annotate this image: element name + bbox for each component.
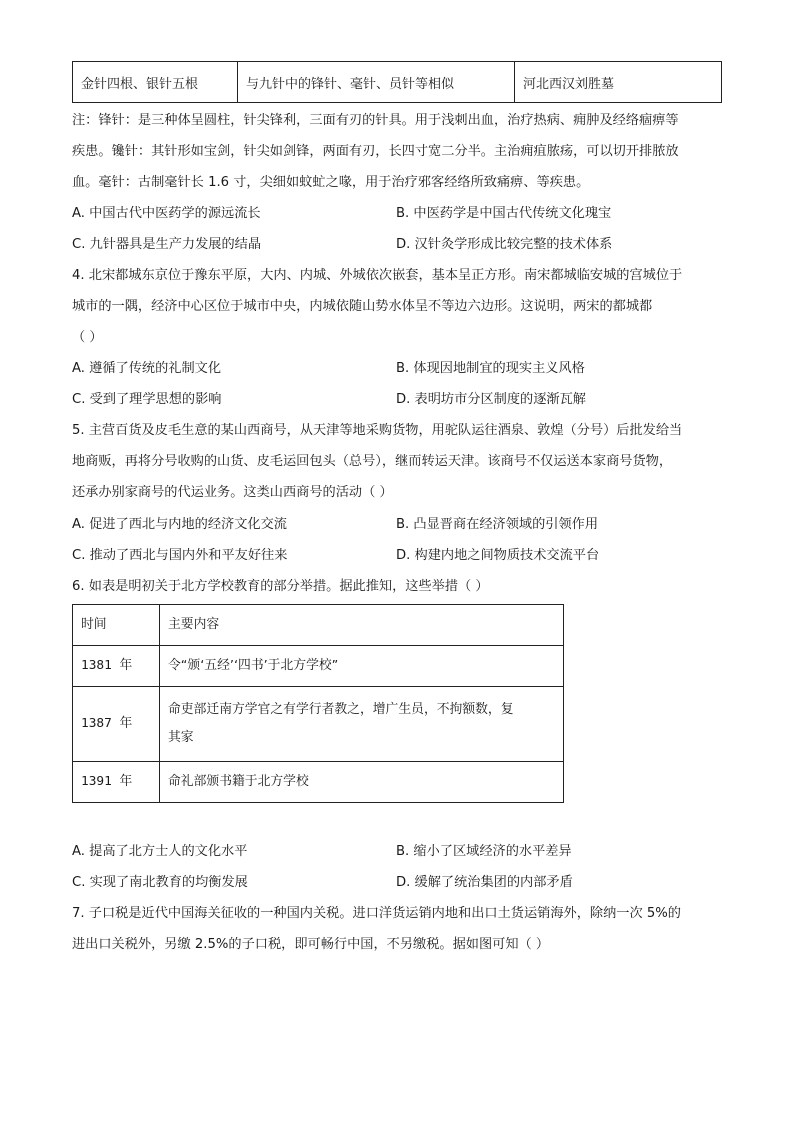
table-cell-year: 1387 年: [73, 687, 160, 762]
q6-option-d: D. 缓解了统治集团的内部矛盾: [396, 875, 573, 890]
q7-stem: 进出口关税外，另缴 2.5%的子口税，即可畅行中国，不另缴税。据如图可知（ ）: [72, 937, 550, 952]
q6-option-a: A. 提高了北方士人的文化水平: [72, 844, 248, 859]
q5-stem: 地商贩，再将分号收购的山货、皮毛运回包头（总号），继而转运天津。该商号不仅运送本家商号货物，: [72, 454, 673, 469]
note-line: 注：锋针：是三种体呈圆柱，针尖锋利，三面有刃的针具。用于浅刺出血，治疗热病、痈肿及经络痼痹等: [72, 113, 679, 128]
table-header-row: [73, 605, 564, 646]
table-row: [73, 62, 722, 103]
q3-option-c: C. 九针器具是生产力发展的结晶: [72, 237, 262, 252]
q4-stem: 城市的一隅，经济中心区位于城市中央，内城依随山势水体呈不等边六边形。这说明，两宋的都城都: [72, 299, 653, 314]
q3-option-b: B. 中医药学是中国古代传统文化瑰宝: [396, 206, 612, 221]
table-cell-year: 1381 年: [73, 646, 160, 687]
q4-stem: 4. 北宋都城东京位于豫东平原，大内、内城、外城依次嵌套，基本呈正方形。南宋都城临安城的宫城位于: [72, 268, 683, 283]
ming-education-table: [72, 604, 564, 803]
table-cell: 金针四根、银针五根: [73, 62, 238, 103]
table-row: [73, 646, 564, 687]
q4-option-c: C. 受到了理学思想的影响: [72, 392, 222, 407]
q6-option-c: C. 实现了南北教育的均衡发展: [72, 875, 248, 890]
table-cell-content: 命礼部颁书籍于北方学校: [160, 762, 564, 803]
q5-option-d: D. 构建内地之间物质技术交流平台: [396, 548, 600, 563]
table-header-cell: 主要内容: [160, 605, 564, 646]
q5-stem: 5. 主营百货及皮毛生意的某山西商号，从天津等地采购货物，用驼队运往酒泉、敦煌（分号）后批发给当: [72, 423, 683, 438]
q3-option-d: D. 汉针灸学形成比较完整的技术体系: [396, 237, 613, 252]
q4-option-b: B. 体现因地制宜的现实主义风格: [396, 361, 585, 376]
q4-stem: （ ）: [72, 330, 103, 345]
table-cell-content: [160, 687, 564, 762]
q5-option-c: C. 推动了西北与国内外和平友好往来: [72, 548, 288, 563]
table-cell-text: 其家: [168, 730, 194, 745]
q5-stem: 还承办别家商号的代运业务。这类山西商号的活动（ ）: [72, 485, 393, 500]
q5-option-a: A. 促进了西北与内地的经济文化交流: [72, 517, 287, 532]
q7-stem: 7. 子口税是近代中国海关征收的一种国内关税。进口洋货运销内地和出口土货运销海外，除纳一次 5%的: [72, 906, 681, 921]
q3-option-a: A. 中国古代中医药学的源远流长: [72, 206, 261, 221]
q6-stem: 6. 如表是明初关于北方学校教育的部分举措。据此推知，这些举措（ ）: [72, 579, 489, 594]
q6-option-b: B. 缩小了区域经济的水平差异: [396, 844, 572, 859]
table-row: [73, 687, 564, 762]
q4-option-d: D. 表明坊市分区制度的逐渐瓦解: [396, 392, 586, 407]
table-row: [73, 762, 564, 803]
q5-option-b: B. 凸显晋商在经济领域的引领作用: [396, 517, 599, 532]
acupuncture-table: [72, 61, 722, 103]
table-cell-text: 命吏部迁南方学官之有学行者教之，增广生员，不拘额数，复: [168, 702, 514, 717]
q4-option-a: A. 遵循了传统的礼制文化: [72, 361, 222, 376]
table-cell: 与九针中的锋针、毫针、员针等相似: [238, 62, 515, 103]
table-header-cell: 时间: [73, 605, 160, 646]
table-cell-year: 1391 年: [73, 762, 160, 803]
note-line: 疾患。镵针：其针形如宝剑，针尖如剑锋，两面有刃，长四寸宽二分半。主治痈疽脓疡，可以切开排脓放: [72, 144, 679, 159]
note-line: 血。毫针：古制毫针长 1.6 寸，尖细如蚊虻之喙，用于治疗邪客经络所致痛痹、等疾患。: [72, 175, 590, 190]
table-cell: 河北西汉刘胜墓: [515, 62, 722, 103]
table-cell-content: 令“颁‘五经’‘四书’于北方学校”: [160, 646, 564, 687]
